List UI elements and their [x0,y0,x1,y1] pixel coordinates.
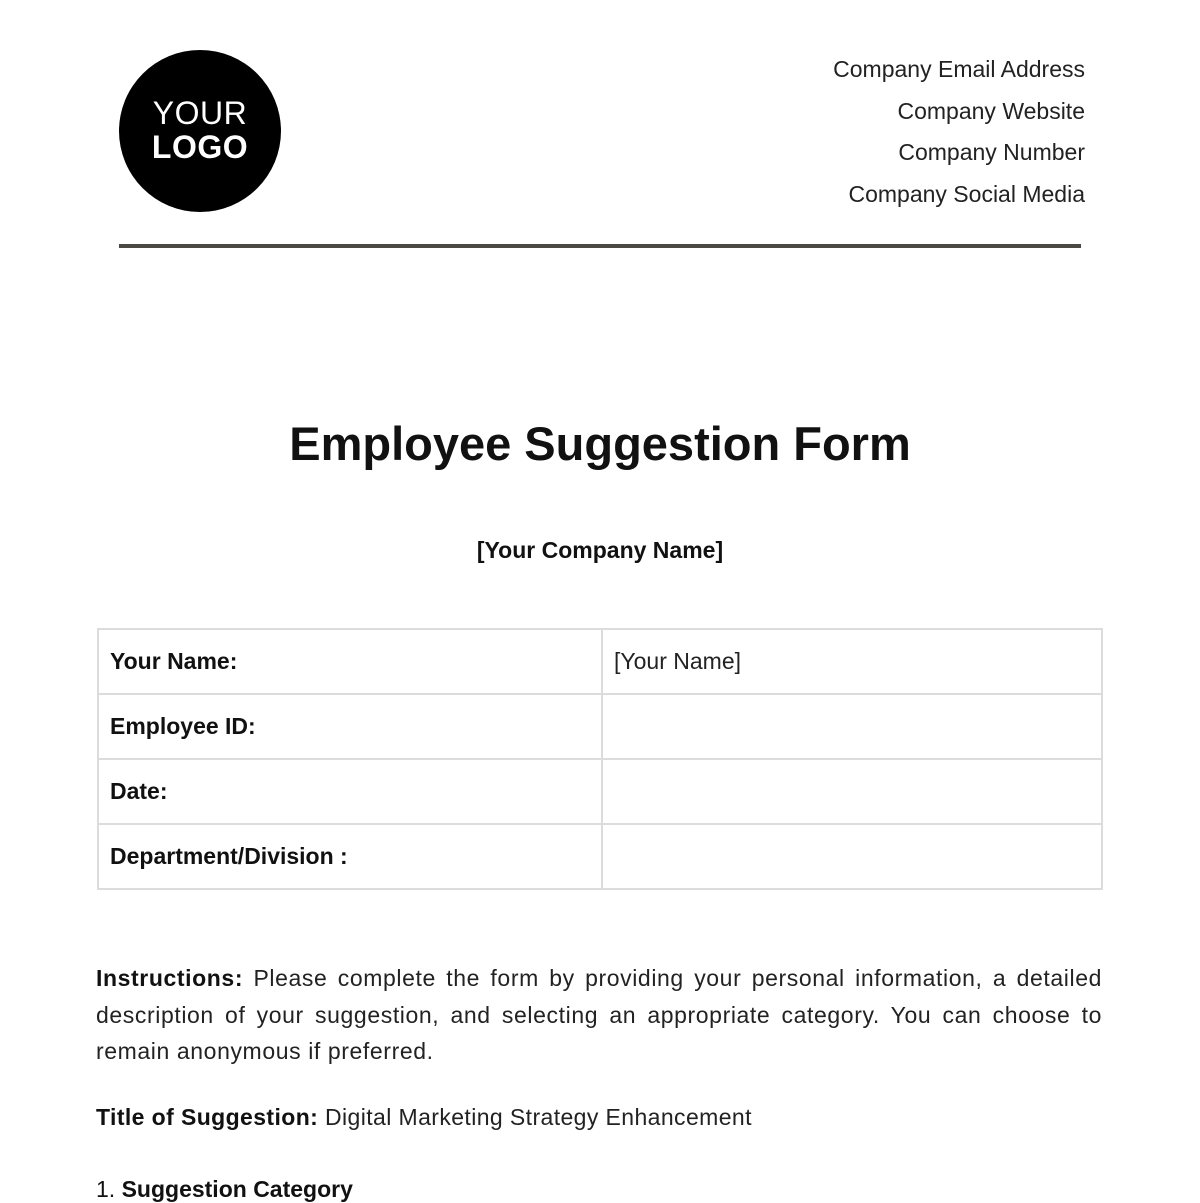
department-field[interactable] [602,824,1102,889]
suggestion-title-value: Digital Marketing Strategy Enhancement [325,1104,752,1130]
your-name-label: Your Name: [98,629,602,694]
instructions-label: Instructions: [96,965,244,991]
date-label: Date: [98,759,602,824]
instructions-paragraph [96,960,1102,1070]
company-name: [Your Company Name] [476,537,724,563]
table-row [98,694,1102,759]
employee-id-field[interactable] [602,694,1102,759]
company-contact-block [833,52,1085,218]
company-number: Company Number [898,139,1085,165]
employee-info-table [97,628,1103,890]
header-divider [119,244,1081,248]
section-title: Suggestion Category [121,1176,353,1202]
logo-text-line2: LOGO [151,129,249,165]
table-row [98,629,1102,694]
company-logo [119,50,281,212]
table-row [98,759,1102,824]
table-row [98,824,1102,889]
company-email: Company Email Address [833,56,1085,82]
section-number: 1. [96,1176,116,1202]
date-field[interactable] [602,759,1102,824]
suggestion-title-label: Title of Suggestion: [96,1104,319,1130]
your-name-field[interactable]: [Your Name] [602,629,1102,694]
section-heading-suggestion-category [96,1176,353,1203]
company-social-media: Company Social Media [848,180,1085,207]
department-label: Department/Division : [98,824,602,889]
document-title: Employee Suggestion Form [289,417,911,470]
employee-id-label: Employee ID: [98,694,602,759]
instructions-text: Please complete the form by providing your personal information, a detailed description of your suggestion, and selecting an appropriate category. You can choose to remain anonymous if preferred. [96,965,1102,1064]
logo-text-line1: YOUR [152,95,248,132]
company-website: Company Website [897,97,1085,124]
suggestion-title-line [96,1104,1102,1131]
